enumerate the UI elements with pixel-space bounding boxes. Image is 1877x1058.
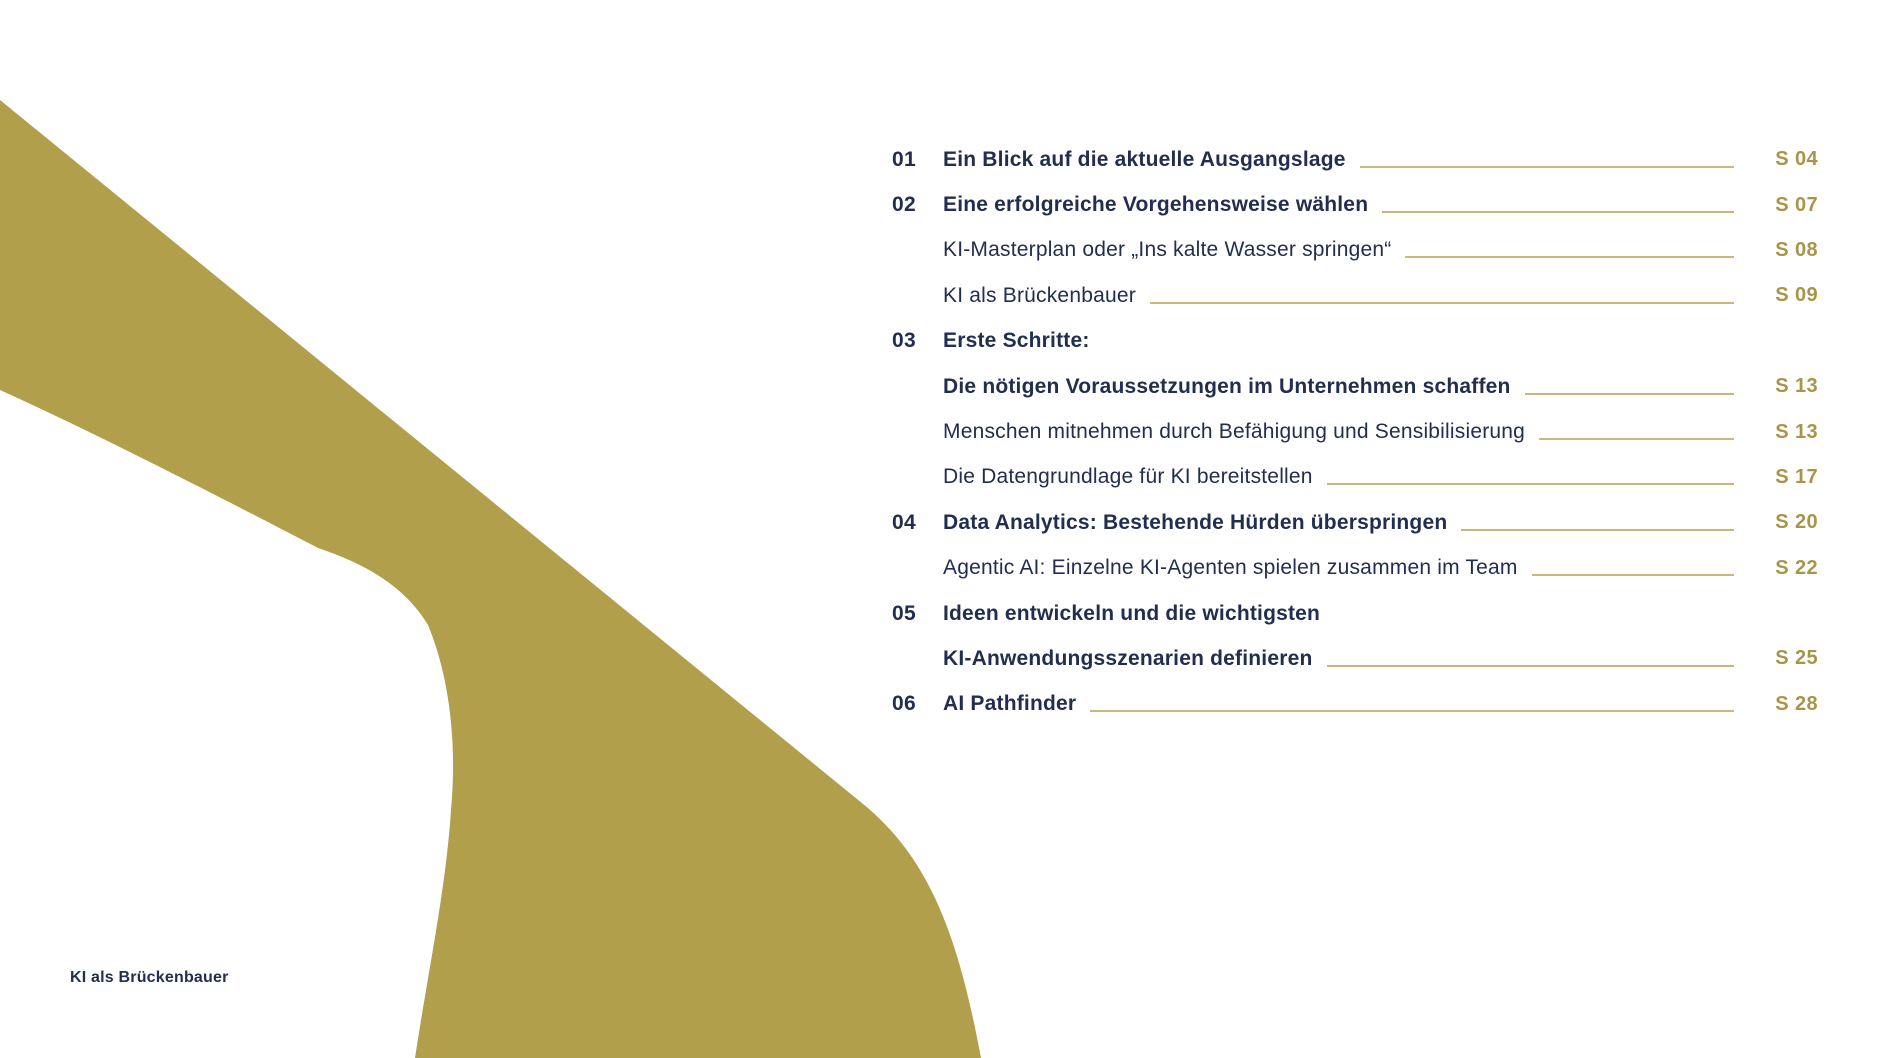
footer-document-title: KI als Brückenbauer xyxy=(70,969,229,986)
toc-row[interactable] xyxy=(892,273,1818,318)
toc-entry-title: Eine erfolgreiche Vorgehensweise wählen xyxy=(943,193,1369,217)
toc-chapter-number: 06 xyxy=(892,692,916,716)
toc-page-number: S 25 xyxy=(1775,647,1818,670)
leader-line xyxy=(1532,574,1734,576)
toc-row[interactable] xyxy=(892,228,1818,273)
leader-line xyxy=(1360,166,1734,168)
toc-row[interactable] xyxy=(892,137,1818,182)
toc-entry-title: Agentic AI: Einzelne KI-Agenten spielen zusammen im Team xyxy=(943,556,1518,580)
toc-entry-title: AI Pathfinder xyxy=(943,692,1077,716)
toc-row[interactable] xyxy=(892,319,1818,364)
toc-page-number: S 13 xyxy=(1775,420,1818,443)
leader-line xyxy=(1405,256,1734,258)
toc-entry-title: KI-Anwendungsszenarien definieren xyxy=(943,646,1313,670)
toc-chapter-number: 05 xyxy=(892,601,916,625)
toc-row[interactable] xyxy=(892,455,1818,500)
toc-row[interactable] xyxy=(892,182,1818,227)
toc-chapter-number: 03 xyxy=(892,329,916,353)
leader-line xyxy=(1539,438,1734,440)
toc-chapter-number: 01 xyxy=(892,147,916,171)
toc-page-number: S 04 xyxy=(1775,148,1818,171)
leader-line xyxy=(1090,710,1734,712)
toc-entry-title: Die Datengrundlage für KI bereitstellen xyxy=(943,465,1313,489)
toc-page-number: S 13 xyxy=(1775,375,1818,398)
toc-page-number: S 09 xyxy=(1775,284,1818,307)
leader-line xyxy=(1461,529,1734,531)
toc-page-number: S 28 xyxy=(1775,692,1818,715)
toc-chapter-number: 04 xyxy=(892,510,916,534)
toc-row[interactable] xyxy=(892,500,1818,545)
toc-row[interactable] xyxy=(892,682,1818,727)
toc-page-number: S 17 xyxy=(1775,465,1818,488)
toc-chapter-number: 02 xyxy=(892,193,916,217)
toc-page-number: S 22 xyxy=(1775,556,1818,579)
toc-entry-title: KI als Brückenbauer xyxy=(943,283,1136,307)
toc-row[interactable] xyxy=(892,591,1818,636)
toc-entry-title: Erste Schritte: xyxy=(943,329,1090,353)
toc-page-number: S 20 xyxy=(1775,511,1818,534)
toc-page-number: S 07 xyxy=(1775,193,1818,216)
toc-entry-title: KI-Masterplan oder „Ins kalte Wasser springen“ xyxy=(943,238,1392,262)
toc-entry-title: Ein Blick auf die aktuelle Ausgangslage xyxy=(943,147,1346,171)
toc-entry-title: Data Analytics: Bestehende Hürden überspringen xyxy=(943,510,1448,534)
toc-page-number: S 08 xyxy=(1775,238,1818,261)
toc-row[interactable] xyxy=(892,409,1818,454)
toc-row[interactable] xyxy=(892,636,1818,681)
leader-line xyxy=(1382,211,1734,213)
toc-entry-title: Die nötigen Voraussetzungen im Unternehmen schaffen xyxy=(943,374,1511,398)
leader-line xyxy=(1327,483,1734,485)
toc-entry-title: Ideen entwickeln und die wichtigsten xyxy=(943,601,1321,625)
toc-row[interactable] xyxy=(892,364,1818,409)
table-of-contents xyxy=(892,137,1818,727)
leader-line xyxy=(1327,665,1735,667)
toc-entry-title: Menschen mitnehmen durch Befähigung und Sensibilisierung xyxy=(943,420,1526,444)
gold-brush-swoosh xyxy=(0,100,981,1058)
leader-line xyxy=(1525,393,1734,395)
toc-row[interactable] xyxy=(892,546,1818,591)
leader-line xyxy=(1150,302,1734,304)
